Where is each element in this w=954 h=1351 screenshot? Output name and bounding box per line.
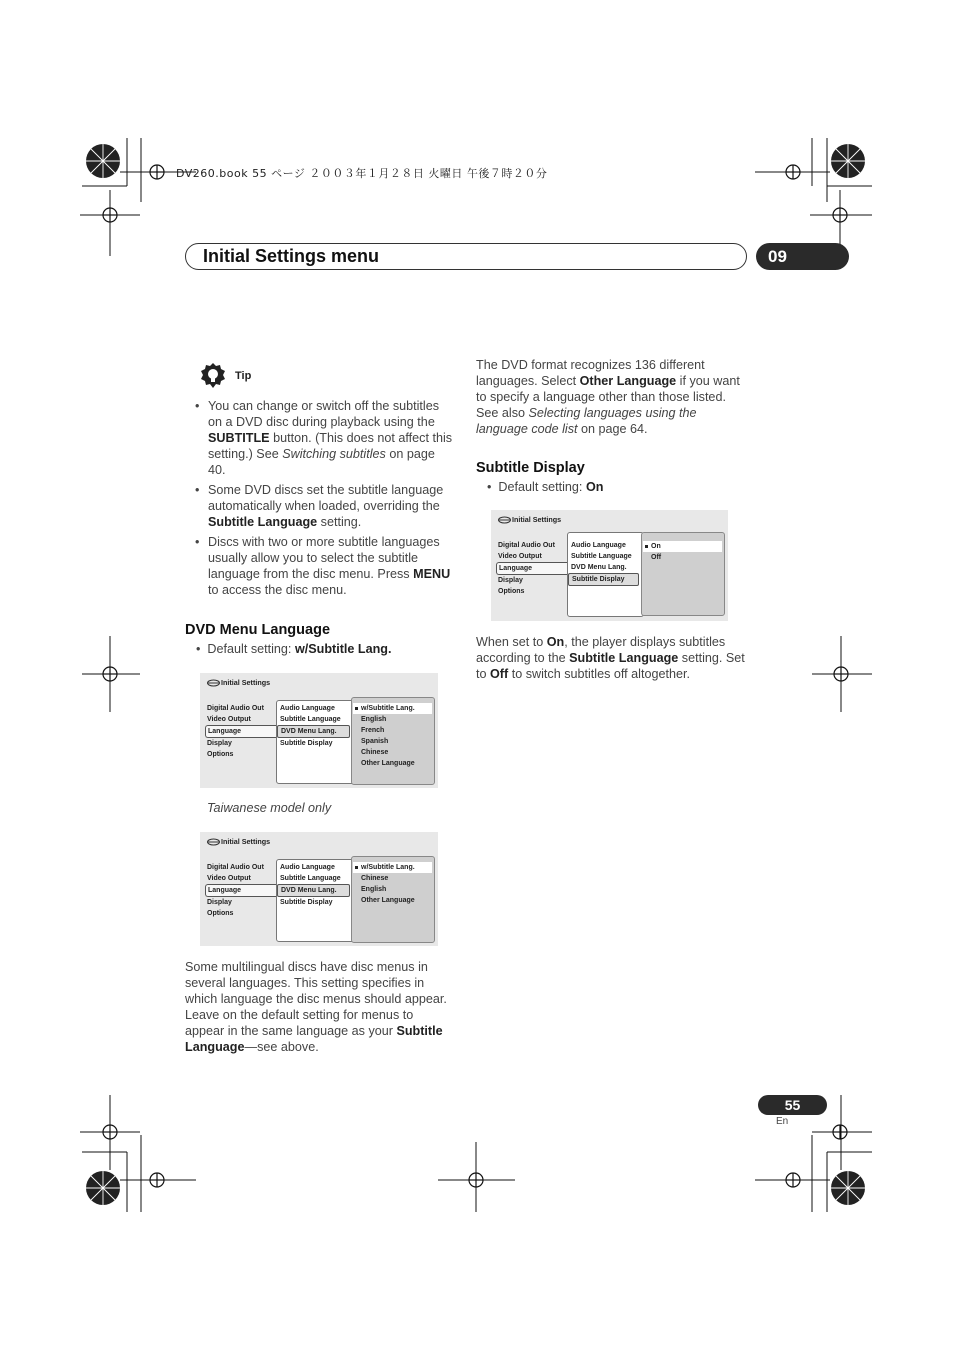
- tip-icon: [199, 362, 227, 390]
- option[interactable]: Off: [651, 554, 662, 561]
- desc-text: setting. Set to: [476, 651, 745, 681]
- osd-screen-dvd-menu: [200, 673, 438, 788]
- menu-item[interactable]: Audio Language: [571, 542, 626, 549]
- screen-title: Initial Settings: [221, 837, 271, 846]
- option[interactable]: French: [361, 727, 385, 734]
- menu-item[interactable]: Audio Language: [280, 864, 335, 871]
- tip-text: setting.: [317, 515, 362, 529]
- dvd-menu-default: • Default setting: w/Subtitle Lang.: [196, 642, 392, 656]
- tip-ref: Switching subtitles: [282, 447, 386, 461]
- screen-title: Initial Settings: [221, 678, 271, 687]
- tip-bold: Subtitle Language: [208, 515, 318, 529]
- option[interactable]: Spanish: [361, 738, 389, 745]
- book-file-line: DV260.book 55 ページ ２００３年１月２８日 火曜日 午後７時２０分: [176, 167, 548, 180]
- tip-text: Some DVD discs set the subtitle language automatically when loaded, overriding the: [208, 483, 444, 513]
- disc-icon: [498, 516, 511, 524]
- para-ref: Selecting languages using the language code list: [476, 406, 697, 436]
- menu-item[interactable]: Digital Audio Out: [207, 864, 264, 871]
- menu-item[interactable]: DVD Menu Lang.: [571, 564, 627, 571]
- menu-item[interactable]: Options: [207, 910, 234, 917]
- tip-text: Discs with two or more subtitle languages usually allow you to select the subtitle language from the disc menu. Press: [208, 535, 440, 581]
- default-prefix: Default setting:: [498, 480, 586, 494]
- dvd-menu-options: [353, 862, 432, 906]
- subtitle-display-default: • Default setting: On: [487, 480, 604, 494]
- menu-item[interactable]: Digital Audio Out: [498, 542, 555, 549]
- option[interactable]: Other Language: [361, 897, 415, 904]
- menu-item[interactable]: Options: [207, 751, 234, 758]
- menu-item-selected[interactable]: Subtitle Display: [568, 573, 639, 586]
- disc-icon: [207, 838, 220, 846]
- default-value: w/Subtitle Lang.: [294, 642, 392, 656]
- dvd-menu-language-heading: DVD Menu Language: [185, 622, 331, 638]
- menu-item[interactable]: Subtitle Language: [571, 553, 632, 560]
- subtitle-display-options: [643, 541, 722, 563]
- menu-item[interactable]: Subtitle Display: [280, 740, 333, 747]
- language-code: En: [776, 1116, 789, 1127]
- menu-item[interactable]: Subtitle Language: [280, 716, 341, 723]
- para-text: The DVD format recognizes 136 different languages. Select: [476, 358, 705, 388]
- main-menu: [205, 862, 280, 919]
- menu-item[interactable]: Subtitle Language: [280, 875, 341, 882]
- tip-bold: SUBTITLE: [208, 431, 270, 445]
- menu-item-selected[interactable]: Language: [205, 725, 280, 738]
- desc-bold: Subtitle Language: [185, 1024, 443, 1054]
- chapter-title: Initial Settings menu: [203, 246, 380, 266]
- taiwanese-caption: Taiwanese model only: [207, 801, 332, 815]
- tip-text: to access the disc menu.: [208, 583, 347, 597]
- option-selected[interactable]: On: [643, 541, 722, 552]
- tip-item: [190, 482, 455, 530]
- option[interactable]: English: [361, 886, 387, 893]
- default-value: On: [585, 480, 604, 494]
- menu-item[interactable]: Display: [207, 899, 232, 906]
- language-menu: [277, 862, 350, 908]
- menu-item[interactable]: Options: [498, 588, 525, 595]
- language-menu: [568, 540, 639, 586]
- option-selected[interactable]: w/Subtitle Lang.: [353, 862, 432, 873]
- disc-icon: [207, 679, 220, 687]
- desc-text: When set to: [476, 635, 547, 649]
- option[interactable]: English: [361, 716, 387, 723]
- tip-item: [190, 534, 455, 598]
- menu-item[interactable]: Audio Language: [280, 705, 335, 712]
- menu-item[interactable]: Video Output: [207, 875, 251, 882]
- desc-text: Some multilingual discs have disc menus in several languages. This setting specifies in which language the disc menus should appear. Leave on the default setting for menus to appear in the same language as your: [185, 960, 447, 1038]
- tip-text: You can change or switch off the subtitles on a DVD disc during playback using the: [208, 399, 440, 429]
- desc-text: to switch subtitles off altogether.: [508, 667, 690, 681]
- menu-item-selected[interactable]: DVD Menu Lang.: [277, 884, 350, 897]
- desc-text: , the player displays subtitles according to the: [476, 635, 726, 665]
- desc-bold: Subtitle Language: [569, 651, 679, 665]
- menu-item-selected[interactable]: Language: [496, 562, 571, 575]
- page-number: 55: [758, 1095, 827, 1115]
- option[interactable]: Chinese: [361, 749, 389, 756]
- default-prefix: Default setting:: [207, 642, 295, 656]
- screen-title: Initial Settings: [512, 515, 562, 524]
- chapter-number: 09: [756, 243, 849, 270]
- subtitle-display-heading: Subtitle Display: [476, 460, 585, 476]
- dvd-menu-options: [353, 703, 432, 769]
- main-menu: [496, 540, 571, 597]
- desc-text: —see above.: [244, 1040, 319, 1054]
- tip-text: on page 40.: [208, 447, 435, 477]
- tip-text: button. (This does not affect this setting.) See: [208, 431, 453, 461]
- tip-list: [190, 398, 455, 602]
- menu-item[interactable]: Display: [207, 740, 232, 747]
- menu-item[interactable]: Subtitle Display: [280, 899, 333, 906]
- main-menu: [205, 703, 280, 760]
- para-text: on page 64.: [577, 422, 648, 436]
- osd-screen-dvd-menu-taiwan: [200, 832, 438, 946]
- option[interactable]: Chinese: [361, 875, 389, 882]
- menu-item[interactable]: Display: [498, 577, 523, 584]
- dvd-menu-description: [185, 959, 450, 1055]
- osd-screen-subtitle-display: [491, 510, 728, 621]
- tip-item: [190, 398, 455, 478]
- menu-item[interactable]: Video Output: [207, 716, 251, 723]
- para-bold: Other Language: [579, 374, 677, 388]
- subtitle-display-description: [476, 634, 746, 682]
- desc-bold: On: [546, 635, 565, 649]
- tip-bold: MENU: [413, 567, 451, 581]
- language-menu: [277, 703, 350, 749]
- menu-item-selected[interactable]: DVD Menu Lang.: [277, 725, 350, 738]
- menu-item[interactable]: Video Output: [498, 553, 542, 560]
- menu-item-selected[interactable]: Language: [205, 884, 280, 897]
- para-text: if you want to specify a language other than those listed. See also: [476, 374, 740, 420]
- tip-label: Tip: [235, 370, 252, 382]
- menu-item[interactable]: Digital Audio Out: [207, 705, 264, 712]
- option[interactable]: Other Language: [361, 760, 415, 767]
- other-language-paragraph: [476, 357, 746, 437]
- desc-bold: Off: [490, 667, 509, 681]
- option-selected[interactable]: w/Subtitle Lang.: [353, 703, 432, 714]
